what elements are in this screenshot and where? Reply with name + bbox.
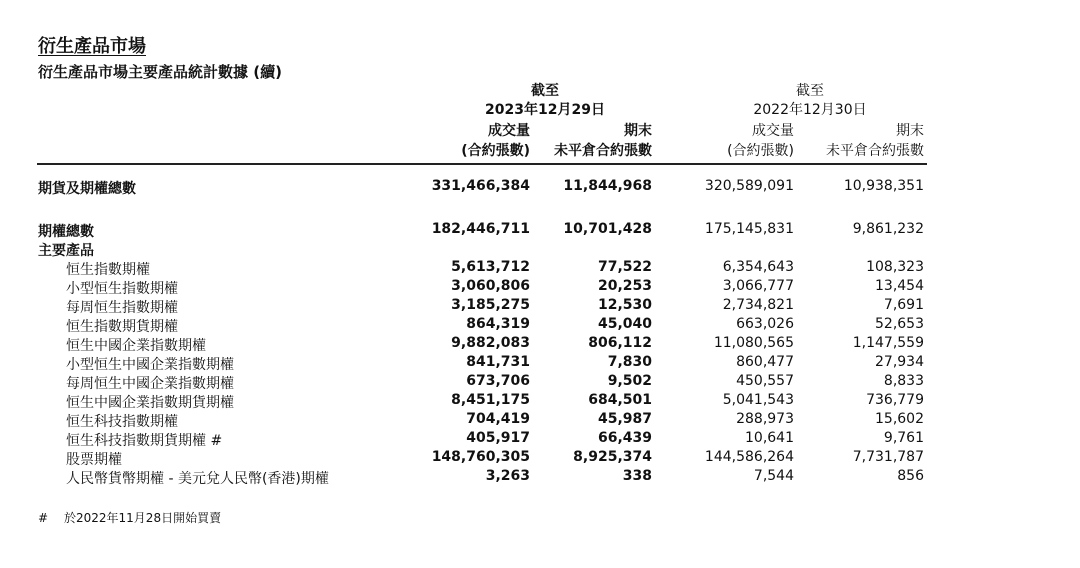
open-interest-2022: 15,602 (875, 411, 924, 427)
group-heading: 主要產品 (38, 243, 94, 259)
volume-2022: 288,973 (736, 411, 794, 427)
row-label: 人民幣貨幣期權 - 美元兌人民幣(香港)期權 (66, 471, 329, 487)
table-row (0, 297, 1080, 316)
open-interest-2023: 10,701,428 (563, 221, 652, 237)
row-label: 恒生科技指數期權 (66, 414, 178, 430)
open-interest-2022: 10,938,351 (843, 178, 924, 194)
period1-date: 2023年12月29日 (485, 102, 605, 118)
table-row (0, 468, 1080, 487)
footnote-text: 於2022年11月28日開始買賣 (64, 511, 222, 525)
row-label: 恒生指數期權 (66, 262, 150, 278)
open-interest-2023: 806,112 (588, 335, 652, 351)
open-interest-2023: 8,925,374 (573, 449, 652, 465)
table-row (0, 411, 1080, 430)
table-row (0, 335, 1080, 354)
row-label: 恒生科技指數期貨期權 # (66, 433, 223, 449)
table-row (0, 392, 1080, 411)
open-interest-2023: 77,522 (597, 259, 652, 275)
row-label: 小型恒生中國企業指數期權 (66, 357, 234, 373)
row-label: 小型恒生指數期權 (66, 281, 178, 297)
table-row (0, 278, 1080, 297)
volume-2022: 6,354,643 (722, 259, 794, 275)
row-label: 每周恒生中國企業指數期權 (66, 376, 234, 392)
row-label: 恒生中國企業指數期貨期權 (66, 395, 234, 411)
volume-2023: 704,419 (466, 411, 530, 427)
volume-2022: 10,641 (745, 430, 794, 446)
volume-2023: 3,263 (485, 468, 530, 484)
volume-2022: 7,544 (753, 468, 794, 484)
period1-oi-unit: 未平倉合約張數 (554, 143, 652, 159)
period2-oi-label: 期末 (896, 123, 924, 139)
volume-2023: 3,185,275 (451, 297, 530, 313)
open-interest-2022: 9,861,232 (852, 221, 924, 237)
volume-2022: 663,026 (736, 316, 794, 332)
volume-2023: 331,466,384 (431, 178, 530, 194)
table-row (0, 354, 1080, 373)
open-interest-2022: 736,779 (866, 392, 924, 408)
row-label: 恒生中國企業指數期權 (66, 338, 206, 354)
table-row-group-heading (0, 240, 1080, 259)
open-interest-2022: 27,934 (875, 354, 924, 370)
open-interest-2023: 45,987 (597, 411, 652, 427)
volume-2023: 9,882,083 (451, 335, 530, 351)
volume-2023: 864,319 (466, 316, 530, 332)
volume-2023: 673,706 (466, 373, 530, 389)
open-interest-2022: 1,147,559 (852, 335, 924, 351)
volume-2022: 175,145,831 (704, 221, 794, 237)
open-interest-2023: 7,830 (607, 354, 652, 370)
open-interest-2022: 7,731,787 (852, 449, 924, 465)
row-label: 每周恒生指數期權 (66, 300, 178, 316)
row-label: 期貨及期權總數 (38, 181, 136, 197)
period1-volume-label: 成交量 (488, 123, 530, 139)
period1-oi-label: 期末 (624, 123, 652, 139)
row-label: 股票期權 (66, 452, 122, 468)
table-row-total (0, 178, 1080, 197)
open-interest-2023: 338 (622, 468, 652, 484)
open-interest-2022: 13,454 (875, 278, 924, 294)
volume-2023: 841,731 (466, 354, 530, 370)
open-interest-2022: 7,691 (883, 297, 924, 313)
row-label: 期權總數 (38, 224, 94, 240)
table-row (0, 373, 1080, 392)
open-interest-2023: 45,040 (597, 316, 652, 332)
row-label: 恒生指數期貨期權 (66, 319, 178, 335)
period2-date: 2022年12月30日 (753, 102, 867, 118)
open-interest-2023: 66,439 (597, 430, 652, 446)
open-interest-2023: 11,844,968 (563, 178, 652, 194)
volume-2023: 182,446,711 (431, 221, 530, 237)
footnote (38, 509, 221, 526)
period2-volume-unit: (合約張數) (727, 143, 794, 159)
volume-2022: 3,066,777 (722, 278, 794, 294)
volume-2022: 2,734,821 (722, 297, 794, 313)
open-interest-2023: 9,502 (607, 373, 652, 389)
open-interest-2022: 52,653 (875, 316, 924, 332)
period1-label: 截至 (531, 83, 559, 99)
table-row (0, 259, 1080, 278)
volume-2022: 144,586,264 (704, 449, 794, 465)
volume-2023: 8,451,175 (451, 392, 530, 408)
volume-2022: 11,080,565 (713, 335, 794, 351)
period1-volume-unit: (合約張數) (461, 143, 530, 159)
volume-2022: 450,557 (736, 373, 794, 389)
volume-2023: 3,060,806 (451, 278, 530, 294)
table-row (0, 449, 1080, 468)
period2-oi-unit: 未平倉合約張數 (826, 143, 924, 159)
period2-volume-label: 成交量 (752, 123, 794, 139)
period2-label: 截至 (796, 83, 824, 99)
footnote-mark: # (38, 511, 49, 525)
open-interest-2023: 20,253 (597, 278, 652, 294)
table-row (0, 316, 1080, 335)
open-interest-2022: 9,761 (883, 430, 924, 446)
open-interest-2022: 8,833 (883, 373, 924, 389)
open-interest-2022: 856 (897, 468, 924, 484)
volume-2023: 148,760,305 (431, 449, 530, 465)
open-interest-2022: 108,323 (866, 259, 924, 275)
volume-2023: 5,613,712 (451, 259, 530, 275)
volume-2023: 405,917 (466, 430, 530, 446)
volume-2022: 320,589,091 (704, 178, 794, 194)
table-row-options-total (0, 221, 1080, 240)
table-row (0, 430, 1080, 449)
table-subtitle: 衍生產品市場主要產品統計數據 (續) (38, 63, 282, 81)
open-interest-2023: 684,501 (588, 392, 652, 408)
volume-2022: 860,477 (736, 354, 794, 370)
section-title: 衍生產品市場 (38, 36, 146, 57)
open-interest-2023: 12,530 (597, 297, 652, 313)
header-divider (37, 163, 927, 165)
volume-2022: 5,041,543 (722, 392, 794, 408)
